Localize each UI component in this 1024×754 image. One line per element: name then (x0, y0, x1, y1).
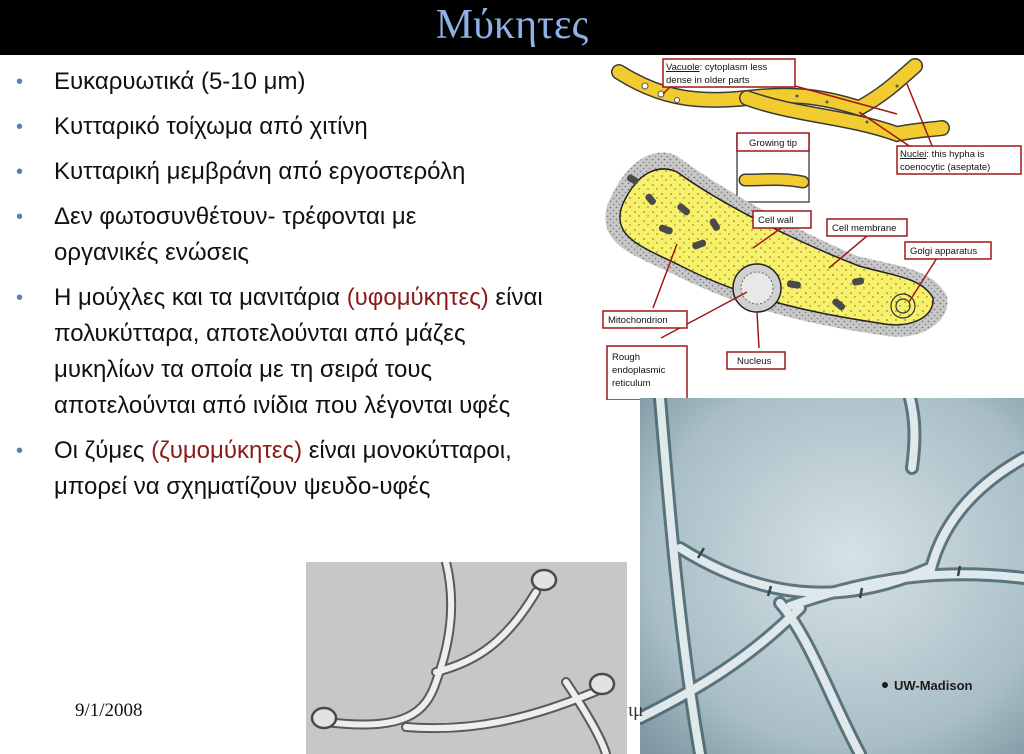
watermark-text: UW-Madison (894, 678, 973, 693)
slide-date: 9/1/2008 (75, 700, 143, 721)
bullet-text: Η μούχλες και τα μανιτάρια (54, 284, 347, 311)
cell-membrane-label: Cell membrane (832, 223, 897, 234)
yeast-micrograph (306, 562, 627, 754)
bullet-item (14, 154, 594, 190)
nuclei-label-text: coenocytic (aseptate) (900, 162, 991, 173)
bullet-dot-icon: • (16, 440, 24, 462)
bullet-dot-icon: • (16, 116, 24, 138)
bullet-text: Δεν φωτοσυνθέτουν- τρέφονται με οργανικές ενώσεις (54, 203, 417, 266)
hypha-diagram (597, 56, 1024, 400)
footer-fragment: ιμ (628, 700, 644, 721)
highlight-term: (ζυμομύκητες) (151, 437, 303, 464)
bullet-dot-icon: • (16, 287, 24, 309)
rer-label: endoplasmic (612, 365, 666, 376)
cell-wall-label: Cell wall (758, 215, 794, 226)
nuclei-label-text: : this hypha is (926, 149, 985, 160)
bullet-item (14, 109, 594, 145)
slide-title: Μύκητες (435, 2, 589, 48)
svg-text:Vacuole: cytoplasm less (666, 62, 767, 73)
svg-text:Nuclei: this hypha is (900, 149, 985, 160)
bullet-item (14, 433, 564, 505)
bullet-text: Κυτταρική μεμβράνη από εργοστερόλη (54, 158, 466, 185)
growing-tip-label: Growing tip (749, 138, 798, 149)
bullet-item (14, 64, 594, 100)
highlight-term: (υφομύκητες) (346, 284, 489, 311)
mitochondrion-label: Mitochondrion (608, 315, 668, 326)
bullet-text: είναι μονοκύτταροι, μπορεί να σχηματίζουν ψευδο-υφές (54, 437, 512, 500)
bullet-dot-icon: • (16, 206, 24, 228)
nucleus-label: Nucleus (737, 356, 772, 367)
bullet-item (14, 199, 514, 271)
hyphae-micrograph (640, 398, 1024, 754)
vacuole-label-text: dense in older parts (666, 75, 750, 86)
rer-label: reticulum (612, 378, 651, 389)
bullet-list (14, 64, 594, 514)
watermark-dot-icon (882, 682, 888, 688)
golgi-label: Golgi apparatus (910, 246, 978, 257)
bullet-item (14, 280, 554, 424)
bullet-dot-icon: • (16, 71, 24, 93)
vacuole-label-term: Vacuole (666, 62, 700, 73)
bullet-text: Οι ζύμες (54, 437, 152, 464)
bullet-dot-icon: • (16, 161, 24, 183)
nuclei-label-term: Nuclei (900, 149, 927, 160)
bullet-text: Ευκαρυωτικά (5-10 μm) (54, 68, 306, 95)
bullet-text: είναι πολυκύτταρα, αποτελούνται από μάζες μυκηλίων τα οποία με τη σειρά τους αποτελούνται από ινίδια που λέγονται υφές (54, 284, 543, 419)
rer-label: Rough (612, 352, 640, 363)
vacuole-label-text: : cytoplasm less (699, 62, 768, 73)
bullet-text: Κυτταρικό τοίχωμα από χιτίνη (54, 113, 368, 140)
